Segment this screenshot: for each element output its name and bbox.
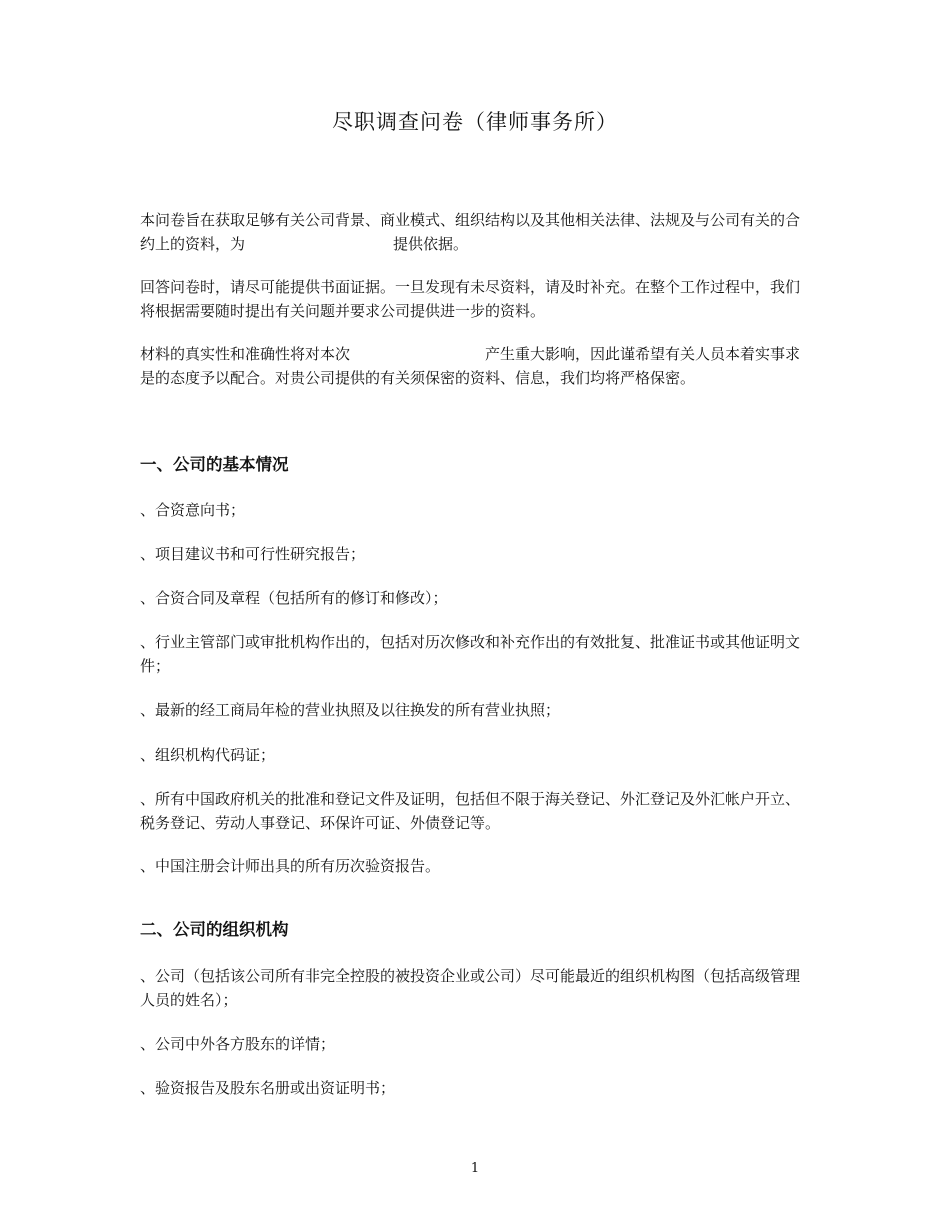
- section-2-heading: 二、公司的组织机构: [140, 920, 289, 939]
- list-item: 、项目建议书和可行性研究报告；: [140, 545, 366, 563]
- intro-p1-tail: 提供依据。: [393, 235, 469, 253]
- list-item: 、验资报告及股东名册或出资证明书；: [140, 1079, 396, 1097]
- list-item: 、合资意向书；: [140, 501, 246, 519]
- intro-paragraph-3: [140, 342, 812, 390]
- list-item: 、中国注册会计师出具的所有历次验资报告。: [140, 857, 441, 875]
- list-item: 、行业主管部门或审批机构作出的，包括对历次修改和补充作出的有效批复、批准证书或其他证明文件；: [140, 633, 801, 675]
- document-title: 尽职调查问卷（律师事务所）: [332, 110, 618, 134]
- intro-p3-text: 材料的真实性和准确性将对本次: [140, 345, 351, 363]
- page-number: 1: [470, 1161, 480, 1176]
- intro-p1-text: 本问卷旨在获取足够有关公司背景、商业模式、组织结构以及其他相关法律、法规及与公司有关的合约上的资料，为: [140, 211, 801, 253]
- list-item: 、合资合同及章程（包括所有的修订和修改）；: [140, 589, 448, 607]
- intro-paragraph-2: 回答问卷时，请尽可能提供书面证据。一旦发现有未尽资料，请及时补充。在整个工作过程中，我们将根据需要随时提出有关问题并要求公司提供进一步的资料。: [140, 278, 801, 320]
- section-1-heading: 一、公司的基本情况: [140, 455, 289, 474]
- list-item: 、公司中外各方股东的详情；: [140, 1035, 336, 1053]
- list-item: 、组织机构代码证；: [140, 746, 276, 764]
- list-item: 、所有中国政府机关的批准和登记文件及证明，包括但不限于海关登记、外汇登记及外汇帐户开立、税务登记、劳动人事登记、环保许可证、外债登记等。: [140, 790, 801, 832]
- intro-paragraph-1: [140, 208, 812, 256]
- intro-p3-tail: 产生重大影响，因此谨希望有关人员本着实事求是的态度予以配合。对贵公司提供的有关须保密的资料、信息，我们均将严格保密。: [140, 345, 801, 387]
- list-item: 、最新的经工商局年检的营业执照及以往换发的所有营业执照；: [140, 701, 561, 719]
- list-item: 、公司（包括该公司所有非完全控股的被投资企业或公司）尽可能最近的组织机构图（包括高级管理人员的姓名）；: [140, 967, 801, 1009]
